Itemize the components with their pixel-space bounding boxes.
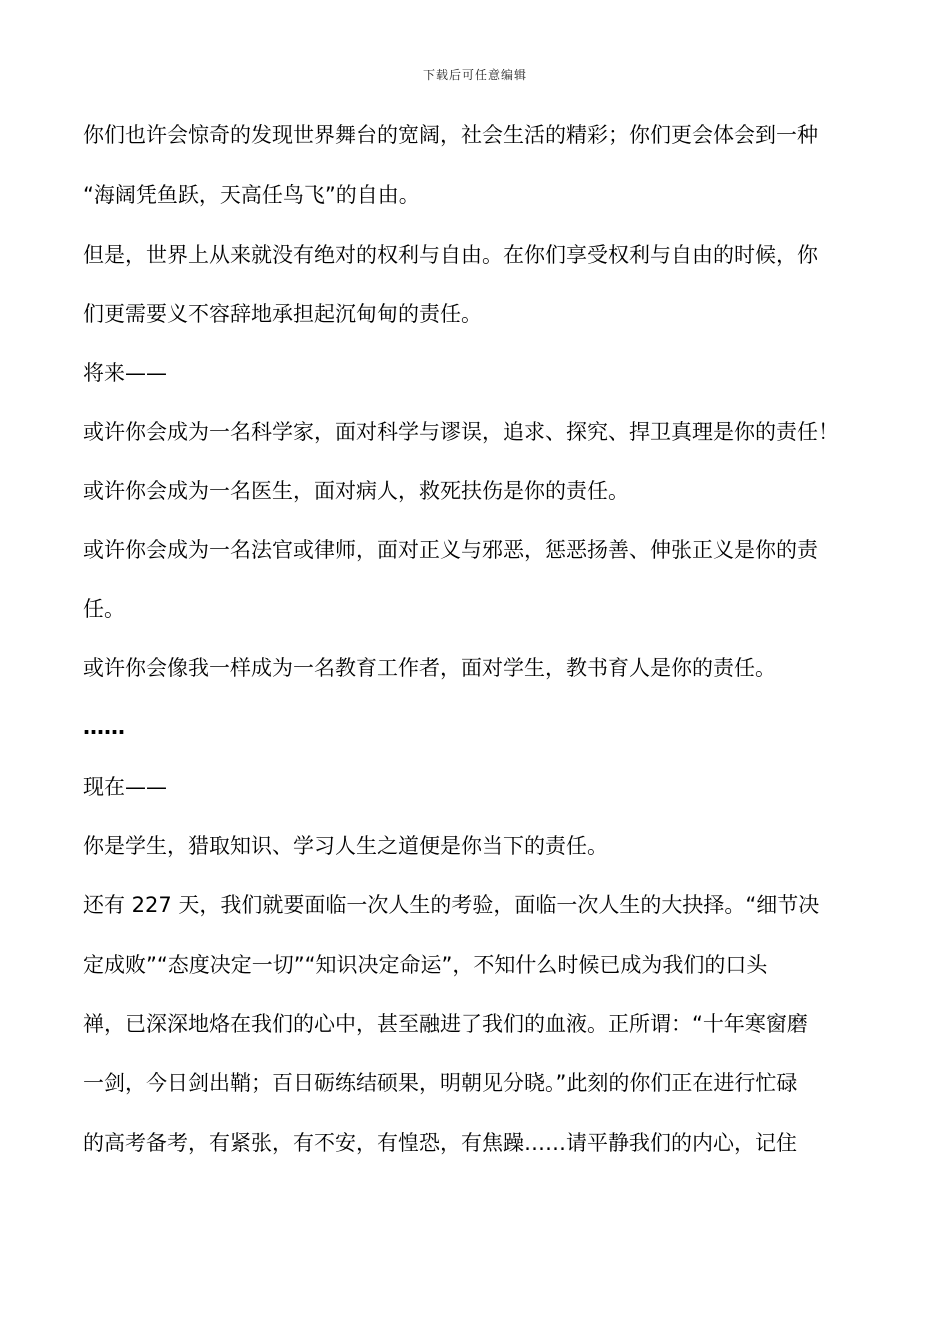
section-heading-now: 现在—— bbox=[83, 775, 167, 799]
body-line: 但是，世界上从来就没有绝对的权利与自由。在你们享受权利与自由的时候，你 bbox=[83, 243, 818, 267]
body-line: 定成败”“态度决定一切”“知识决定命运”，不知什么时候已成为我们的口头 bbox=[83, 953, 768, 977]
body-line: 任。 bbox=[83, 597, 125, 621]
body-line: 或许你会成为一名法官或律师，面对正义与邪恶，惩恶扬善、伸张正义是你的责 bbox=[83, 538, 818, 562]
body-line: 或许你会像我一样成为一名教育工作者，面对学生，教书育人是你的责任。 bbox=[83, 656, 776, 680]
body-line: 你们也许会惊奇的发现世界舞台的宽阔，社会生活的精彩；你们更会体会到一种 bbox=[83, 123, 818, 147]
body-line: 的高考备考，有紧张，有不安，有惶恐，有焦躁……请平静我们的内心，记住 bbox=[83, 1131, 797, 1155]
page-header: 下载后可任意编辑 bbox=[422, 68, 527, 82]
body-line: 或许你会成为一名科学家，面对科学与谬误，追求、探究、捍卫真理是你的责任！ bbox=[83, 420, 839, 444]
body-line: 你是学生，猎取知识、学习人生之道便是你当下的责任。 bbox=[83, 834, 608, 858]
ellipsis-line: …… bbox=[83, 715, 125, 739]
body-line: 或许你会成为一名医生，面对病人，救死扶伤是你的责任。 bbox=[83, 479, 629, 503]
body-line: 还有 227 天，我们就要面临一次人生的考验，面临一次人生的大抉择。“细节决 bbox=[83, 893, 820, 917]
body-line: 们更需要义不容辞地承担起沉甸甸的责任。 bbox=[83, 302, 482, 326]
body-line: 一剑，今日剑出鞘；百日砺练结硕果，明朝见分晓。”此刻的你们正在进行忙碌 bbox=[83, 1071, 798, 1095]
section-heading-future: 将来—— bbox=[83, 361, 167, 385]
body-line: “海阔凭鱼跃，天高任鸟飞”的自由。 bbox=[83, 183, 420, 207]
body-line: 禅，已深深地烙在我们的心中，甚至融进了我们的血液。正所谓：“十年寒窗磨 bbox=[83, 1012, 808, 1036]
